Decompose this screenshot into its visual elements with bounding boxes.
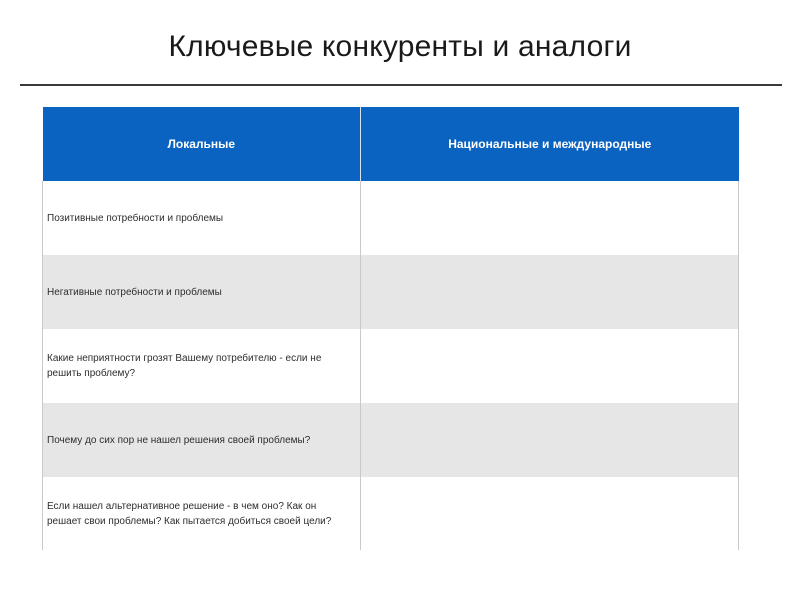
row-label-consumer-risks: Какие неприятности грозят Вашему потребителю - если не решить проблему? <box>43 329 361 403</box>
title-divider <box>20 84 782 86</box>
empty-cell <box>361 477 739 550</box>
page-title: Ключевые конкуренты и аналоги <box>168 30 632 63</box>
table-row <box>43 329 739 403</box>
row-label-why-no-solution: Почему до сих пор не нашел решения своей проблемы? <box>43 403 361 477</box>
empty-cell <box>361 403 739 477</box>
table-row <box>43 403 739 477</box>
table-row <box>43 255 739 329</box>
empty-cell <box>361 255 739 329</box>
table-header-row <box>43 107 739 181</box>
table-row <box>43 477 739 550</box>
competitors-table <box>42 107 739 550</box>
empty-cell <box>361 181 739 255</box>
row-label-positive-needs: Позитивные потребности и проблемы <box>43 181 361 255</box>
row-label-negative-needs: Негативные потребности и проблемы <box>43 255 361 329</box>
table-row <box>43 181 739 255</box>
empty-cell <box>361 329 739 403</box>
row-label-alternative-solution: Если нашел альтернативное решение - в чем оно? Как он решает свои проблемы? Как пытается добиться своей цели? <box>43 477 361 550</box>
column-header-national-international: Национальные и международные <box>361 107 739 181</box>
column-header-local: Локальные <box>43 107 361 181</box>
